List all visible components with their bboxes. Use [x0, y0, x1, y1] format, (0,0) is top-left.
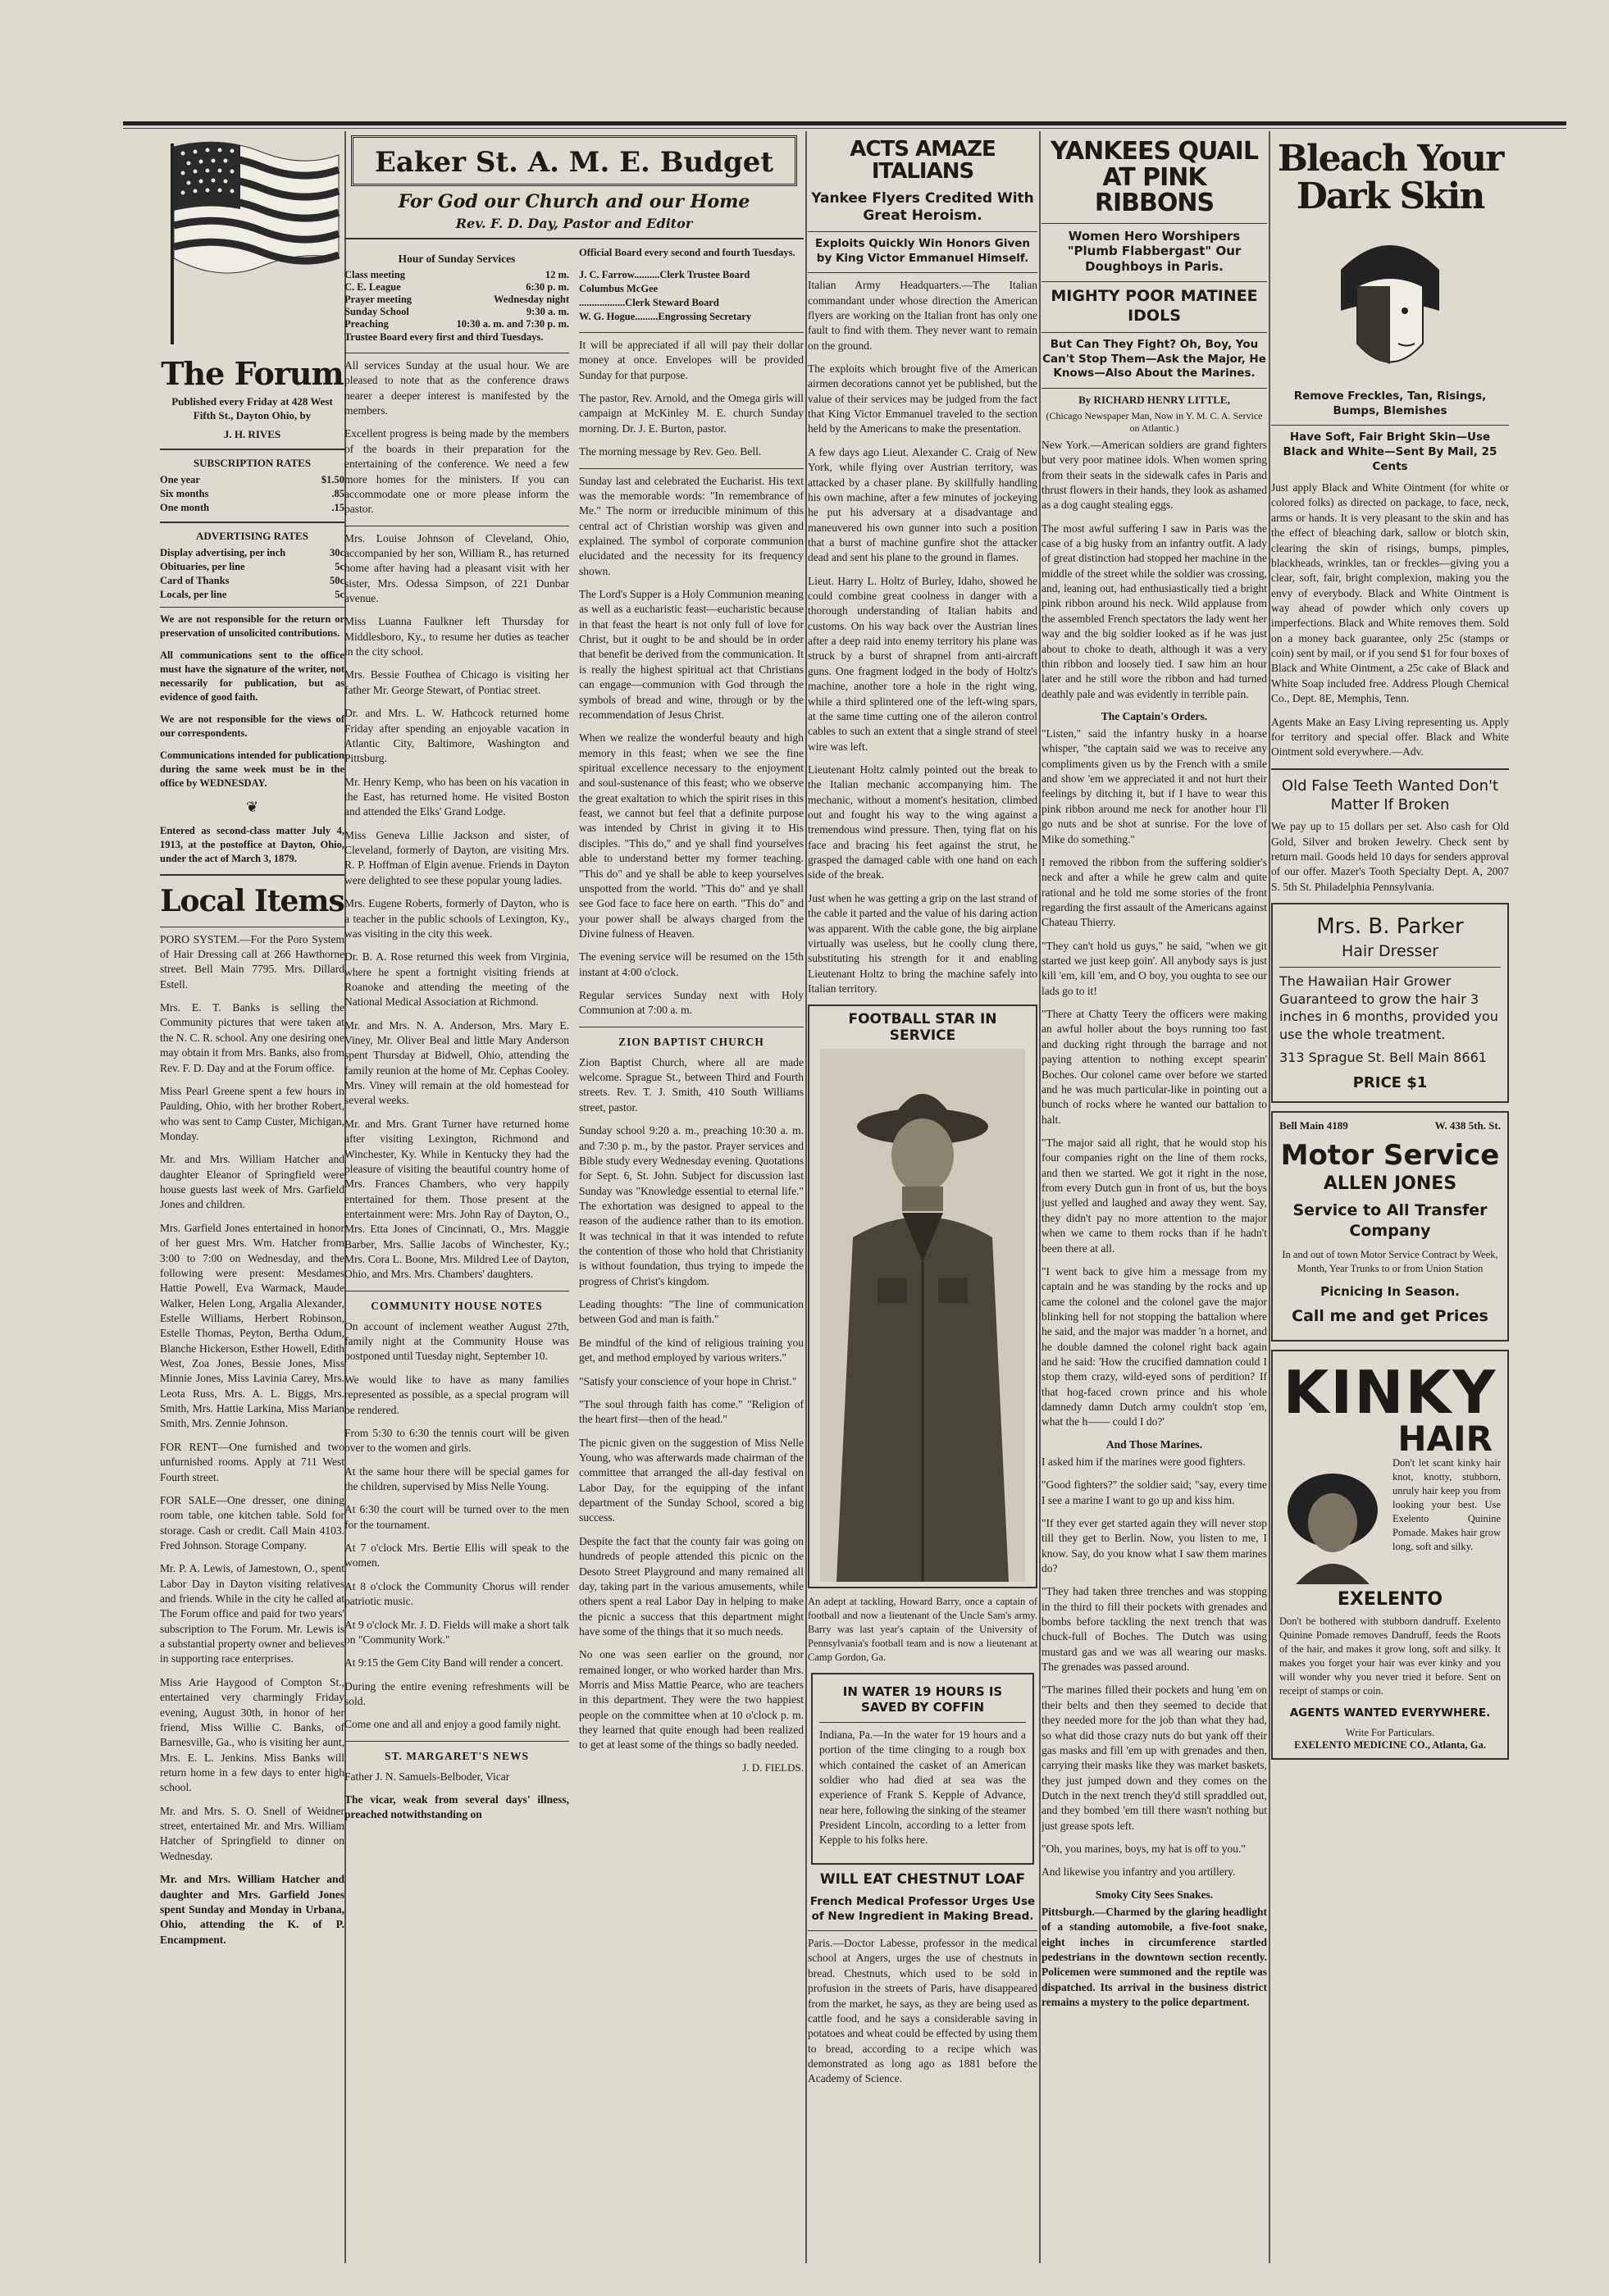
local-item: Mrs. Garfield Jones entertained in honor of her guest Mrs. Wm. Hatcher from 3:00 to 7:00 on Wednesday, and the following were present: Mesdames Hattie Powell, Eva Warmack, Maude Walker, Helen Long, Argalia Alexander, Estelle Williams, Herbert Robinson, Estelle Thomas, Peyton, Bertha Odum, Blanche Hickerson, Esther Howell, Edith West, Zoa Jones, Bessie Jones, Miss Minnie Jones, Miss Lavinia Carey, Mrs. Leota Russ, Mrs. A. L. Biggs, Mrs. Smith, Mrs. Hattie Larkina, Miss Marian Smith, Mrs. Zennie Johnson. — [160, 1221, 344, 1430]
motor-service: Service to All Transfer Company — [1292, 1201, 1488, 1240]
divider — [808, 231, 1037, 232]
divider — [1271, 768, 1509, 770]
notice: We are not responsible for the return or preservation of unsolicited contributions. — [160, 613, 344, 639]
subscription-table — [160, 473, 344, 515]
budget-paragraph: Miss Geneva Lillie Jackson and sister, of Cleveland, formerly of Dayton, are visiting Mrs. R. P. Hoffman of Elgin avenue. Friends in Dayton were delighted to see these popular young ladies. — [344, 828, 569, 886]
entered-notice: Entered as second-class matter July 4, 1913, at the postoffice at Dayton, Ohio, under the act of March 3, 1879. — [160, 824, 344, 864]
yankees-paragraph: New York.—American soldiers are grand fighters but very poor matinee idols. When women spring from their seats in the sidewalk cafes in Paris and thrust flowers in their hands, they look as ashamed as a dog caught stealing eggs. — [1042, 438, 1267, 512]
budget-paragraph: It will be appreciated if all will pay their dollar money at once. Envelopes will be provided Sunday for that purpose. — [579, 339, 804, 381]
photo-caption: An adept at tackling, Howard Barry, once a captain of football and now a lieutenant of the Uncle Sam's army. Barry was last year's captain of the University of Pennsylvania's football team and is now a lieutenant at Camp Gordon, Ga. — [808, 1596, 1037, 1664]
subscription-heading: SUBSCRIPTION RATES — [193, 456, 312, 469]
motor-address: W. 438 5th. St. — [1434, 1119, 1501, 1132]
divider — [160, 874, 344, 876]
subhead-captain: The Captain's Orders. — [1101, 710, 1208, 722]
headline-italians: ACTS AMAZE ITALIANS — [850, 137, 996, 184]
table-row: Prayer meeting Wednesday night — [344, 294, 569, 305]
motor-call: Call me and get Prices — [1292, 1307, 1488, 1325]
notice: All communications sent to the office must have the signature of the writer, not necessarily for publication, but as evidence of good faith. — [160, 649, 344, 703]
zion-paragraph: Leading thoughts: "The line of communication between God and man is faith." — [579, 1298, 804, 1326]
kinky-hair-ad — [1271, 1350, 1509, 1761]
local-item: Mrs. E. T. Banks is selling the Community pictures that were taken at the N. C. R. school. Any one desiring one may obtain it from Mrs. Banks, also from Rev. F. D. Day and at the Forum office. — [160, 1001, 344, 1074]
motor-text: In and out of town Motor Service Contract by Week, Month, Year Trunks to or from Union Station — [1282, 1248, 1498, 1274]
divider — [808, 1930, 1037, 1931]
table-row: One month .15 — [160, 501, 344, 513]
motor-owner: ALLEN JONES — [1323, 1173, 1457, 1195]
italians-paragraph: Just when he was getting a grip on the last strand of the cable it parted and the value of his daring action was apparent. With the cable gone, the big airplane virtually was useless, but he coolly clung there, substituting his strength for it and enabling Lieutenant Holtz to bring the machine safely into Italian territory. — [808, 891, 1037, 995]
budget-paragraph: Mrs. Eugene Roberts, formerly of Dayton, who is a teacher in the public schools of Lexington, Ky., was visiting in the city this week. — [344, 897, 569, 940]
parker-price: PRICE $1 — [1352, 1074, 1428, 1092]
coffin-text: Indiana, Pa.—In the water for 19 hours and a portion of the time clinging to a rough box which contained the casket of an American soldier who had died at sea was the experience of Frank S. Kepple of Advance, near here, following the sinking of the steamer President Lincoln, according to a letter from Kepple to his folks here. — [819, 1728, 1026, 1847]
divider — [344, 238, 804, 239]
divider — [1279, 967, 1501, 968]
table-row: Class meeting 12 m. — [344, 269, 569, 280]
italians-paragraph: Lieut. Harry L. Holtz of Burley, Idaho, showed he could combine great coolness in danger with a thorough understanding of Italian habits and customs. On his way back over the Austrian lines after a deep raid into enemy territory his plane was struck by a burst of shrapnel from anti-aircraft guns. One fragment lodged in the body of Holtz's machine, another tore a hole in the right wing, while a third splintered one of the left-wing spars, at the same time cutting one of the aileron control cables to such an extent that a single strand of steel wire was left. — [808, 574, 1037, 753]
headline-coffin: IN WATER 19 HOURS IS SAVED BY COFFIN — [842, 1684, 1003, 1715]
bleach-text: Just apply Black and White Ointment (for white or colored folks) as directed on package, to face, neck, arms or hands. It is very pleasant to the skin and has the effect of bleaching dark, sallow or blotch skin, clearing the skin of risings, bumps, pimples, blackheads, wrinkles, tan or freckles—giving you a clear, soft, fair, bright complexion, making you the envy of everybody. Black and White Ointment is way ahead of powder which only covers up imperfections. Black and White removes them. Sold on a money back guarantee, only 25c (stamps or coin) sent by mail, or if you send $1 for four boxes of Black and White Ointment, a 25c cake of Black and White Soap included free. Address Plough Chemical Co., Dept. 8E, Memphis, Tenn. — [1271, 481, 1509, 705]
advertising-table — [160, 546, 344, 602]
zion-paragraph: "The soul through faith has come." "Religion of the heart first—then of the head." — [579, 1397, 804, 1426]
budget-left-column — [344, 246, 569, 1831]
column-ads — [1271, 135, 1509, 2267]
budget-paragraph: Mr. Henry Kemp, who has been on his vacation in the East, has returned home. He visited Boston and attended the Elks' Grand Lodge. — [344, 775, 569, 818]
kinky-text: Don't let scant kinky hair knot, knotty, stubborn, unruly hair keep you from looking your best. Use Exelento Quinine Pomade. Makes hair grow long, soft and silky. — [1392, 1456, 1501, 1552]
divider — [160, 607, 344, 608]
table-row: One year $1.50 — [160, 473, 344, 485]
agents-company: EXELENTO MEDICINE CO., Atlanta, Ga. — [1294, 1739, 1486, 1752]
bleach-deck: Have Soft, Fair Bright Skin—Use Black and White—Sent By Mail, 25 Cents — [1283, 430, 1497, 473]
woman-face-icon — [1308, 221, 1472, 385]
photo-title: FOOTBALL STAR IN SERVICE — [848, 1011, 997, 1045]
local-item: Mr. and Mrs. William Hatcher and daughter Eleanor of Springfield were house guests last week of Mrs. Garfield Jones and children. — [160, 1153, 344, 1211]
column-rule — [805, 131, 807, 2263]
community-heading: COMMUNITY HOUSE NOTES — [371, 1299, 543, 1312]
divider — [579, 468, 804, 469]
bleach-text: Agents Make an Easy Living representing us. Apply for territory and special offer. Black and White Ointment sold everywhere.—Adv. — [1271, 715, 1509, 758]
teeth-title: Old False Teeth Wanted Don't Matter If Broken — [1281, 777, 1499, 813]
bleach-subtitle: Remove Freckles, Tan, Risings, Bumps, Blemishes — [1293, 390, 1487, 417]
masthead-subtitle: Published every Friday at 428 West Fifth St., Dayton Ohio, by — [171, 395, 333, 421]
table-row: Obituaries, per line 5c — [160, 560, 344, 572]
column-yankees — [1042, 135, 1267, 2267]
budget-header-box — [351, 135, 797, 186]
motor-header — [1279, 1119, 1501, 1132]
byline-sub: (Chicago Newspaper Man, Now in Y. M. C. A. Service on Atlantic.) — [1046, 409, 1263, 434]
budget-paragraph: Dr. B. A. Rose returned this week from Virginia, where he spent a fortnight visiting friends at Roanoke and attending the meeting of the National Medical Association at Richmond. — [344, 950, 569, 1009]
motor-phone: Bell Main 4189 — [1279, 1119, 1348, 1132]
top-rule — [123, 121, 1566, 125]
parker-address: 313 Sprague St. Bell Main 8661 — [1279, 1049, 1487, 1065]
italians-paragraph: A few days ago Lieut. Alexander C. Craig of New York, while flying over Austrian territory, was attacked by a chaser plane. By skillfully handling his own machine, after a few minutes of jockeying he put his adversary at a disadvantage and maneuvered his own gunner into such a position that a burst of machine gunfire shot the attacker dead and sent his plane to the ground in flames. — [808, 445, 1037, 564]
local-items-title: Local Items — [160, 883, 344, 918]
board-line: Official Board every second and fourth Tuesdays. — [579, 247, 795, 258]
yankees-paragraph: "There at Chatty Teery the officers were making an awful holler about the boys running too fast and ducking right through the barrage and not paying attention to nothing except spearin' Boches. Our colonel came over before we started and he was much particular-like in pointing out a bunch of rocks where he wanted our battalion to halt. — [1042, 1008, 1267, 1126]
yankees-paragraph: "Oh, you marines, boys, my hat is off to you." — [1042, 1843, 1246, 1856]
yankees-paragraph: The most awful suffering I saw in Paris was the case of a big husky from an infantry outfit. A lady of great distinction had stopped her machine in the middle of the street while the soldier was crossing, and, leaning out, had enthusiastically tied a bright pink ribbon around his neck. Wild applause from the assembled French spectators the lady went her way and the big soldier looked as if he was just about to choke to death, although it was a very thin ribbon and loosely tied. I saw him an hour later and he still wore the ribbon and had turned deathly pale and was evidently in terrible pain. — [1042, 522, 1267, 700]
local-item: Miss Pearl Greene spent a few hours in Paulding, Ohio, with her brother Robert, who was sent to Camp Custer, Michigan, Monday. — [160, 1084, 344, 1142]
community-paragraph: At the same hour there will be special games for the children, supervised by Miss Nelle Young. — [344, 1465, 569, 1492]
divider — [1042, 388, 1267, 389]
yankees-paragraph: "I went back to give him a message from my captain and he was standing by the rocks and up came the colonel and the colonel gave the major blinking hell for not stopping the battalion where he said, and the major was madder 'n a hornet, and he double damned the colonel right back again and he said: 'How the crucified damnation could I stop them crazy, wild-eyed sons of perdition? If that hog-faced crown prince and his whole damnedy damn Dutch army couldn't stop 'em, what the h—— could I do?' — [1042, 1264, 1267, 1428]
agents-sub: Write For Particulars. — [1345, 1727, 1435, 1739]
zion-paragraph: "Satisfy your conscience of your hope in Christ." — [579, 1374, 797, 1387]
budget-title: Eaker St. A. M. E. Budget — [374, 146, 774, 179]
deck-yankees: Women Hero Worshipers "Plumb Flabbergast" Our Doughboys in Paris. — [1067, 228, 1242, 274]
budget-paragraph: Regular services Sunday next with Holy Communion at 7:00 a. m. — [579, 989, 804, 1017]
divider — [160, 522, 344, 523]
divider — [579, 332, 804, 333]
local-item: FOR SALE—One dresser, one dining room table, one kitchen table. Sold for storage. Cash or credit. Call Main 4103. Fred Johnson. Storage Company. — [160, 1493, 344, 1551]
deck-italians-2: Exploits Quickly Win Honors Given by King Victor Emmanuel Himself. — [814, 237, 1031, 265]
board-line: W. G. Hogue.........Engrossing Secretary — [579, 311, 752, 322]
budget-paragraph: Mr. and Mrs. N. A. Anderson, Mrs. Mary E. Viney, Mr. Oliver Beal and little Mary Anderson spent Thursday at Bidwell, Ohio, attending the family reunion at the home of Mr. Cephas Cooley. Mrs. Viney will remain at the old homestead for several weeks. — [344, 1018, 569, 1107]
budget-paragraph: Mrs. Louise Johnson of Cleveland, Ohio, accompanied by her son, William R., has returned home after having had a pleasant visit with her sister, Mrs. Odessa Simpson, of 221 Dunbar avenue. — [344, 531, 569, 605]
deck-chestnut: French Medical Professor Urges Use of New Ingredient in Making Bread. — [809, 1894, 1036, 1923]
divider — [808, 272, 1037, 273]
community-paragraph: From 5:30 to 6:30 the tennis court will be given over to the women and girls. — [344, 1426, 569, 1455]
budget-paragraph: Dr. and Mrs. L. W. Hathcock returned home Friday after spending an enjoyable vacation in Atlantic City, Baltimore, Washington and Pittsburg. — [344, 707, 569, 765]
yankees-paragraph: "The major said all right, that he would stop his four companies right on the line of them rocks, and then we started. We got it right in the nose, from every Dutch gun in front of us, but the boys just yelled and laughed and away they went. Say, they didn't pay no more attention to the major when we came to them rocks than if he hadn't been there at all. — [1042, 1136, 1267, 1255]
yankees-paragraph: "Listen," said the infantry husky in a hoarse whisper, "the captain said we was to receive any compliments given us by the French with a smile and show 'em we appreciated it and not hurt their feelings by ditching it, but if I have to wear this pink ribbon around me neck for another hour I'll go nuts and be shot at sunrise. For the love of Mike do something." — [1042, 727, 1267, 845]
local-item: FOR RENT—One furnished and two unfurnished rooms. Apply at 711 West Fourth street. — [160, 1440, 344, 1483]
exelento-text: Don't be bothered with stubborn dandruff. Exelento Quinine Pomade removes Dandruff, feeds the Roots of the hair, and makes it grow long, soft and silky. It makes you forget your hair was ever kinky and you will wonder why you never tried it before. Sent on receipt of stamps or coin. — [1279, 1615, 1501, 1697]
budget-motto: For God our Church and our Home — [398, 191, 750, 212]
community-paragraph: Come one and all and enjoy a good family night. — [344, 1718, 561, 1731]
budget-paragraph: Sunday last and celebrated the Eucharist. His text was the memorable words: "In remembrance of Me." The norm or irreducible minimum of this central act of Christian worship was given and explained. The symbol of corporate communion elucidated and the necessity for its frequency shown. — [579, 474, 804, 577]
budget-editor: Rev. F. D. Day, Pastor and Editor — [455, 216, 693, 231]
divider — [160, 449, 344, 450]
table-row: C. E. League 6:30 p. m. — [344, 281, 569, 293]
yankees-paragraph: I removed the ribbon from the suffering soldier's neck and after a while he grew calm and quite rational and he told me some stories of the front regarding the first assault of the Americans against Chateau Thierry. — [1042, 855, 1267, 929]
headline-yankees: YANKEES QUAIL AT PINK RIBBONS — [1051, 137, 1258, 217]
column-rule — [1269, 131, 1270, 2263]
board-line: J. C. Farrow..........Clerk Trustee Board — [579, 269, 750, 280]
budget-paragraph: Mr. and Mrs. Grant Turner have returned home after visiting Lexington, Richmond and Winchester, Ky. While in Kentucky they had the pleasure of visiting the beautiful country home of Mrs. Frances Chambers, who very happily entertained for them. Those present at the entertainment were: Mrs. John Ray of Dayton, O., Mrs. Etta Jones of Cincinnati, O., Mrs. Maggie Barber, Mrs. Sallie Jacobs of Winchester, Ky.; Mrs. Cora L. Boone, Mrs. Mildred Lee of Dayton, Ohio, and Mrs. Mrs. Chambers' daughters. — [344, 1117, 569, 1281]
table-row: Card of Thanks 50c — [160, 574, 344, 586]
margaret-heading: ST. MARGARET'S NEWS — [385, 1749, 529, 1762]
coffin-box — [811, 1673, 1034, 1864]
column-budget — [344, 135, 804, 2267]
divider — [819, 1722, 1026, 1723]
ornament-icon: ❦ — [245, 798, 259, 815]
zion-paragraph: Sunday school 9:20 a. m., preaching 10:30 a. m. and 7:30 p. m., by the pastor. Prayer services and Bible study every Wednesday evening. Quotations for Sept. 6, St. John. Subject for discussion last Sunday was "Knowledge essential to eternal life." The exhortation was designed to appeal to the reason of the audience rather than to its emotion. It was technical in that it was intended to refute the contention of those who hold that Christianity is without foundation, thus trying to impede the progress of Christ's kingdom. — [579, 1124, 804, 1287]
community-paragraph: On account of inclement weather August 27th, family night at the Community House was postponed until Tuesday night, September 10. — [344, 1319, 569, 1363]
masthead-title: The Forum — [161, 355, 344, 392]
american-flag-icon — [162, 135, 343, 348]
board-line: Columbus McGee — [579, 283, 659, 294]
table-row: Six months .85 — [160, 487, 344, 499]
divider — [344, 1741, 569, 1742]
notice: Communications intended for publication during the same week must be in the office by WEDNESDAY. — [160, 749, 344, 789]
subhead-marines: And Those Marines. — [1105, 1437, 1203, 1451]
zion-paragraph: No one was seen earlier on the ground, nor remained longer, or who worked harder than Mrs. Morris and Miss Mattie Pearce, who are teachers in this department. They were the two happiest people on the committee when at 10 o'clock p. m. they learned that quite enough had been realized to get at least some of the things so badly needed. — [579, 1648, 804, 1752]
yankees-paragraph: "The marines filled their pockets and hung 'em on their belts and then they seemed to decide that they needed more for the job than what they had, so what did those crazy nuts do but yank off their gas masks and fill 'em up with grenades and then, carrying their masks like they was market baskets, they just jumped down and they comes on the Dutch in the next trench they'd still spraddled out, and they bombed 'em till there wasn't nothing but just grease spots left. — [1042, 1683, 1267, 1832]
local-item: Mr. P. A. Lewis, of Jamestown, O., spent Labor Day in Dayton visiting relatives and friends. While in the city he called at The Forum office and paid for two years' subscription to The Forum. Mr. Lewis is a substantial property owner and believes in supporting race enterprises. — [160, 1562, 344, 1665]
parker-name: Mrs. B. Parker — [1316, 914, 1464, 940]
woman-portrait-icon — [1279, 1461, 1386, 1584]
local-item: Mr. and Mrs. William Hatcher and daughter and Mrs. Garfield Jones spent Sunday and Monday in Urbana, Ohio, attending the K. of P. Encampment. — [160, 1873, 344, 1946]
soldier-portrait-icon — [820, 1049, 1025, 1582]
headline-matinee: MIGHTY POOR MATINEE IDOLS — [1051, 286, 1258, 325]
divider — [1042, 223, 1267, 224]
hours-heading: Hour of Sunday Services — [398, 253, 516, 265]
hours-note: Trustee Board every first and third Tuesdays. — [344, 331, 544, 343]
budget-paragraph: Miss Luanna Faulkner left Thursday for Middlesboro, Ky., to resume her duties as teacher in the city school. — [344, 615, 569, 658]
zion-paragraph: Zion Baptist Church, where all are made welcome. Sprague St., between Third and Fourth streets. Rev. T. J. Smith, 410 South Williams street, pastor. — [579, 1055, 804, 1114]
notice: We are not responsible for the views of our correspondents. — [160, 713, 344, 739]
divider — [344, 1291, 569, 1292]
divider — [1042, 281, 1267, 282]
divider — [1271, 425, 1509, 426]
motor-title: Motor Service — [1280, 1139, 1500, 1173]
byline: By RICHARD HENRY LITTLE, — [1078, 393, 1230, 406]
snakes-text: Pittsburgh.—Charmed by the glaring headlight of a standing automobile, a five-foot snake, eight inches in circumference startled pedestrians in the downtown section recently. Policemen were summoned and the reptile was dispatched. Its arrival in the business district remains a mystery to the police department. — [1042, 1905, 1267, 2008]
table-row: Locals, per line 5c — [160, 588, 344, 600]
budget-paragraph: All services Sunday at the usual hour. We are pleased to note that as the conference draws nearer a deeper interest is manifested by the members. — [344, 359, 569, 417]
top-rule-thin — [123, 128, 1566, 129]
community-paragraph: At 9:15 the Gem City Band will render a concert. — [344, 1656, 563, 1670]
motor-picnic: Picnicing In Season. — [1320, 1283, 1460, 1299]
zion-paragraph: Be mindful of the kind of religious training you get, and method employed by various writers." — [579, 1336, 804, 1364]
column-forum — [160, 135, 344, 2267]
column-italians — [808, 135, 1037, 2267]
budget-paragraph: When we realize the wonderful beauty and high memory in this feast; when we see the fine spiritual excellence necessary to the enjoyment and soul-sustenance of this feast; who we observe the great exaltation to which the spirit rises in this feast, we cannot but feel that a definite purpose was intended by Christ in giving it to His disciples. "This do," and ye shall find yourselves able to understand better my former teaching. "This do" and ye shall be able to keep yourselves unspotted from the world. "This do" and ye shall see God face to face here on earth. "This do" and your power shall be always charged from the Divine fulness of Heaven. — [579, 731, 804, 940]
local-item: Miss Arie Haygood of Compton St., entertained very charmingly Friday evening, August 30th, in honor of her friend, Miss Willie C. Banks, of Barnesville, Ga., who is visiting her aunt, Mrs. E. L. Jenkins. Miss Banks will return home in a few days to enter high school. — [160, 1675, 344, 1794]
deck-italians: Yankee Flyers Credited With Great Heroism. — [811, 189, 1034, 224]
hours-table — [344, 269, 569, 330]
italians-paragraph: Lieutenant Holtz calmly pointed out the break to the Italian mechanic accompanying him. The mechanic, without a moment's hesitation, climbed out and fought his way to the wing against a tremendous wind pressure. Then, tying flat on his face and bracing his feet against the strut, he grasped the damaged cable with one hand on each side of the break. — [808, 763, 1037, 882]
budget-paragraph: The evening service will be resumed on the 15th instant at 4:00 o'clock. — [579, 950, 804, 978]
deck-matinee: But Can They Fight? Oh, Boy, You Can't Stop Them—Ask the Major, He Knows—Also About the Marines. — [1042, 338, 1266, 380]
italians-paragraph: Italian Army Headquarters.—The Italian commandant under whose direction the American flyers are working on the Italian front has only one fault to find with them. They never want to remain on the ground. — [808, 279, 1037, 352]
table-row: Sunday School 9:30 a. m. — [344, 306, 569, 317]
margaret-paragraph: Father J. N. Samuels-Belboder, Vicar — [344, 1770, 510, 1783]
divider — [1042, 332, 1267, 333]
motor-ad — [1271, 1111, 1509, 1342]
parker-text: The Hawaiian Hair Grower Guaranteed to grow the hair 3 inches in 6 months, provided you use the whole treatment. — [1279, 973, 1498, 1042]
yankees-paragraph: "They had taken three trenches and was stopping in the third to fill their pockets with grenades and bombs before tackling the next trench that was chuck-full of Boches. The Dutch was using mustard gas and we was all wearing our masks. The grenades was passed around. — [1042, 1585, 1267, 1674]
local-item: PORO SYSTEM.—For the Poro System of Hair Dressing call at 266 Hawthorne street. Bell Main 7795. Mrs. Dillard Estell. — [160, 932, 344, 991]
parker-ad — [1271, 903, 1509, 1103]
yankees-paragraph: "If they ever get started again they will never stop till they get to Berlin. Now, you listen to me, I know. Say, do you know what I saw them marines do? — [1042, 1516, 1267, 1574]
budget-paragraph: The Lord's Supper is a Holy Communion meaning as well as a eucharistic feast—eucharistic because in that feast the heart is not only full of love for Christ, but it ought to be and should be in order that benefit be derived from the communication. It is really the highest spiritual act that Christians can engage—communion with God through the symbols of bread and wine, through or by the recommendation of Jesus Christ. — [579, 588, 804, 721]
football-photo-box — [808, 1004, 1037, 1588]
chestnut-text: Paris.—Doctor Labesse, professor in the medical school at Angers, urges the use of chestnuts in bread. Chestnuts, which used to be sold in profusion in the streets of Paris, have disappeared from the market, he says, as they are being used as cattle food, and he says a considerable saving in potatoes and wheat could be effected by using them to bread, according to a recipe which was demonstrated as long ago as 1881 before the Academy of Science. — [808, 1937, 1037, 2085]
community-paragraph: At 9 o'clock Mr. J. D. Fields will make a short talk on "Community Work." — [344, 1618, 569, 1646]
kinky-hair: HAIR — [1397, 1418, 1493, 1459]
teeth-text: We pay up to 15 dollars per set. Also cash for Old Gold, Silver and broken Jewelry. Check sent by return mail. Goods held 10 days for senders approval of our offer. Mazer's Tooth Specialty Dept. A, 2007 S. 5th St. Philadelphia Pennsylvania. — [1271, 820, 1509, 893]
bleach-title: Bleach Your Dark Skin — [1277, 138, 1503, 218]
yankees-paragraph: I asked him if the marines were good fighters. — [1042, 1455, 1246, 1468]
kinky-title: KINKY — [1283, 1357, 1497, 1427]
parker-trade: Hair Dresser — [1341, 942, 1439, 961]
local-item: Mr. and Mrs. S. O. Snell of Weidner street, entertained Mr. and Mrs. William Hatcher of Springfield to dinner on Wednesday. — [160, 1804, 344, 1862]
community-paragraph: At 7 o'clock Mrs. Bertie Ellis will speak to the women. — [344, 1542, 569, 1569]
zion-signature: J. D. FIELDS. — [742, 1761, 804, 1774]
italians-paragraph: The exploits which brought five of the American airmen decorations cannot yet be published, but the value of their services may be judged from the fact that King Victor Emmanuel traveled to the section held by the Americans to make the presentation. — [808, 362, 1037, 435]
publisher-name: J. H. RIVES — [223, 427, 281, 440]
community-paragraph: At 8 o'clock the Community Chorus will render patriotic music. — [344, 1579, 569, 1608]
budget-paragraph: The morning message by Rev. Geo. Bell. — [579, 445, 762, 458]
exelento-title: EXELENTO — [1337, 1588, 1443, 1610]
yankees-paragraph: And likewise you infantry and you artillery. — [1042, 1866, 1236, 1879]
advertising-heading: ADVERTISING RATES — [196, 529, 308, 542]
community-paragraph: During the entire evening refreshments will be sold. — [344, 1679, 569, 1707]
zion-paragraph: Despite the fact that the county fair was going on hundreds of people attended this picnic on the Desoto Street Playground and many remained all day, taking part in the various amusements, while others spent a real Labor Day in helping to make the picnic a success that this department might have some of the things that it so much needs. — [579, 1534, 804, 1638]
yankees-paragraph: "They can't hold us guys," he said, "when we git started we just keep goin'. All anybody says is just kill 'em, kill 'em, and O boy, you oughta to see our lads go to it! — [1042, 939, 1267, 997]
zion-paragraph: The picnic given on the suggestion of Miss Nelle Young, who was afterwards made chairman of the committee that arranged the all-day festival on Labor Day, for the equipping of the infant department of the Sunday School, scored a big success. — [579, 1436, 804, 1524]
yankees-paragraph: "Good fighters?" the soldier said; "say, every time I see a marine I want to go up and kiss him. — [1042, 1478, 1267, 1506]
board-line: ..................Clerk Steward Board — [579, 297, 719, 308]
budget-paragraph: The pastor, Rev. Arnold, and the Omega girls will campaign at McKinley M. E. church Sunday morning. Dr. J. E. Burton, pastor. — [579, 392, 804, 435]
table-row: Preaching 10:30 a. m. and 7:30 p. m. — [344, 318, 569, 330]
budget-paragraph: Excellent progress is being made by the members of the boards in their preparation for the entertaining of the conference. We need a few more homes for the ministers. If you can accommodate one or more please inform the pastor. — [344, 427, 569, 516]
zion-heading: ZION BAPTIST CHURCH — [618, 1035, 764, 1048]
headline-chestnut: WILL EAT CHESTNUT LOAF — [819, 1870, 1026, 1888]
community-paragraph: We would like to have as many families represented as possible, as a special program will be rendered. — [344, 1373, 569, 1416]
table-row: Display advertising, per inch 30c — [160, 546, 344, 558]
budget-paragraph: Mrs. Bessie Fouthea of Chicago is visiting her father Mr. George Stewart, of Pontiac street. — [344, 668, 569, 696]
budget-body — [344, 246, 804, 1831]
community-paragraph: At 6:30 the court will be turned over to the men for the tournament. — [344, 1503, 569, 1531]
column-rule — [1039, 131, 1041, 2263]
headline-snakes: Smoky City Sees Snakes. — [1095, 1888, 1214, 1901]
margaret-paragraph: The vicar, weak from several days' illness, preached notwithstanding on — [344, 1793, 569, 1821]
agents-wanted: AGENTS WANTED EVERYWHERE. — [1289, 1706, 1491, 1720]
budget-right-column — [579, 246, 804, 1831]
